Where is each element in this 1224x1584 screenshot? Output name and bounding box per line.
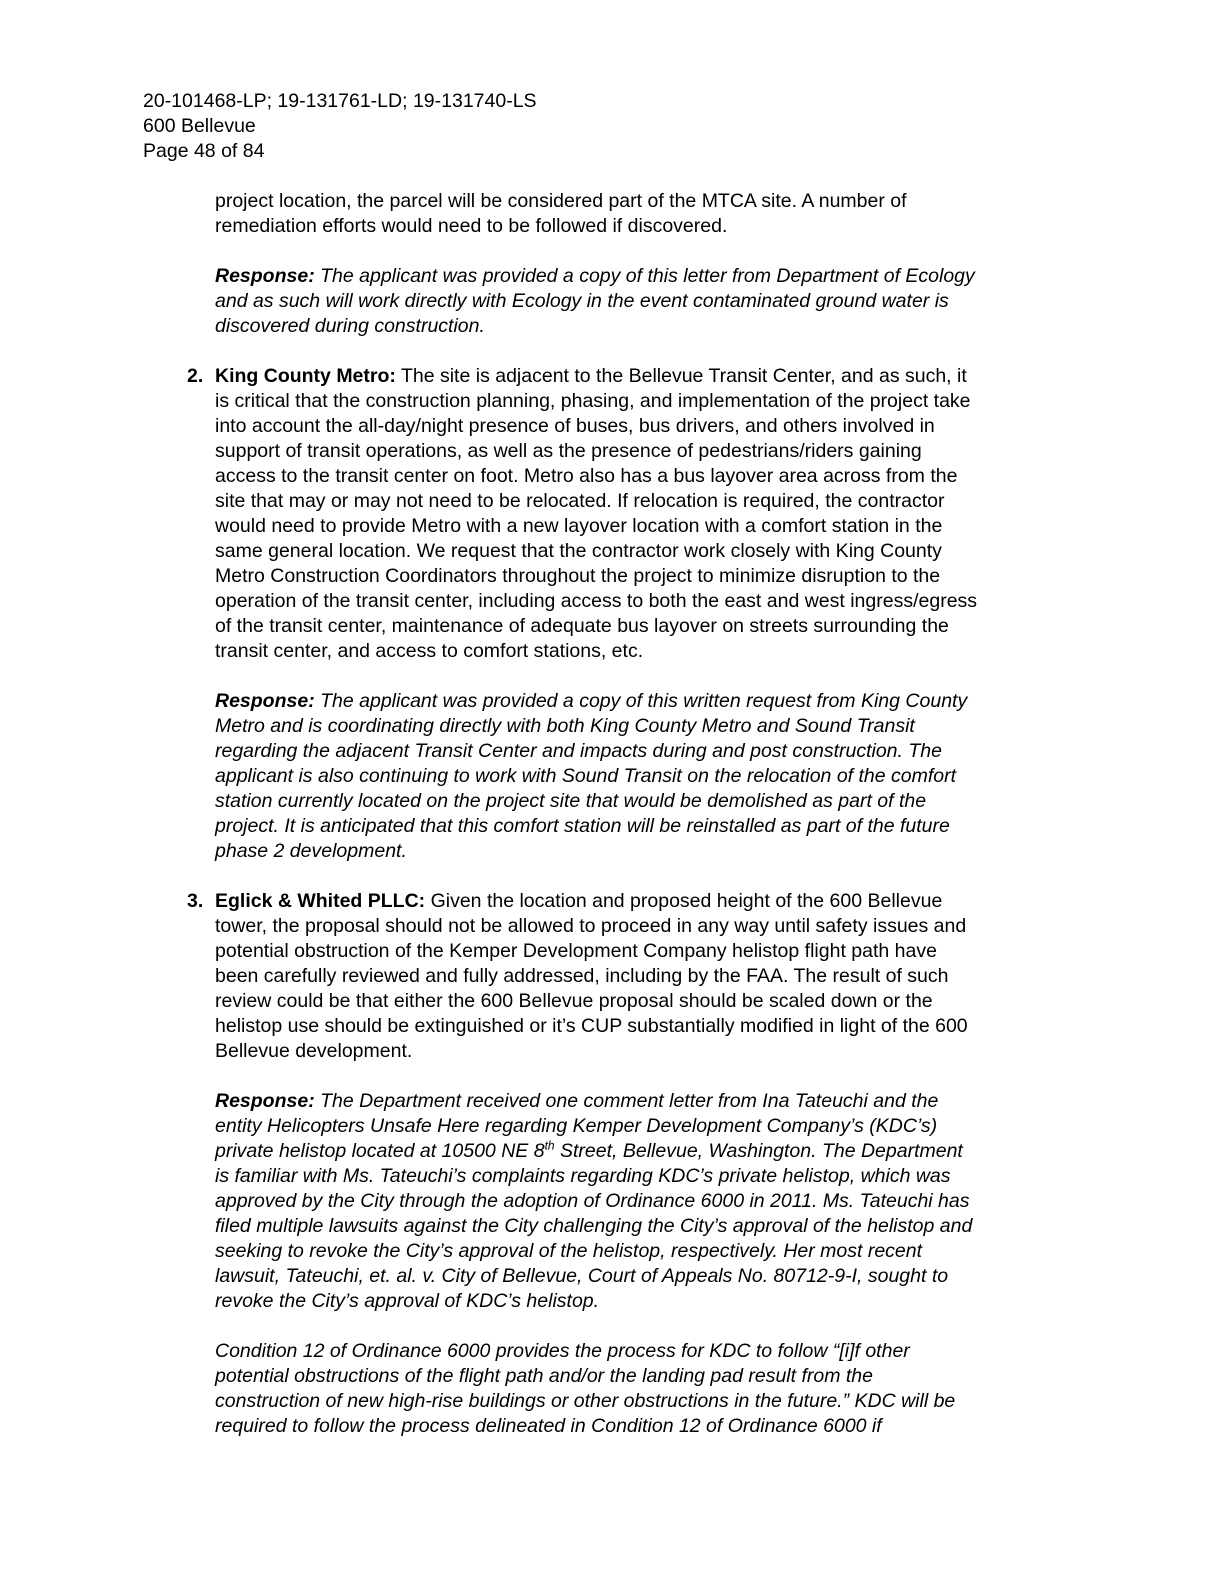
response-text: The applicant was provided a copy of this written request from King County Metro and is coordinating directly with both King County Metro and Sound Transit regarding the adjacent Transit Center and impacts during and post construction. The applicant is also continuing to work with Sound Transit on the relocation of the comfort station currently located on the project site that would be demolished as part of the project. It is anticipated that this comfort station will be reinstalled as part of the future phase 2 development.	[215, 690, 968, 862]
page-number: Page 48 of 84	[143, 140, 265, 162]
comment-text: The site is adjacent to the Bellevue Transit Center, and as such, it is critical that the construction planning, phasing, and implementation of the project take into account the all-day/night presence of buses, bus drivers, and others involved in support of transit operations, as well as the presence of pedestrians/riders gaining access to the transit center on foot. Metro also has a bus layover area across from the site that may or may not need to be relocated. If relocation is required, the contractor would need to provide Metro with a new layover location with a comfort station in the same general location. We request that the contractor work closely with King County Metro Construction Coordinators throughout the project to minimize disruption to the operation of the transit center, including access to both the east and west ingress/egress of the transit center, maintenance of adequate bus layover on streets surrounding the transit center, and access to comfort stations, etc.	[215, 365, 978, 662]
page-header	[143, 89, 843, 164]
response-king-county-metro	[215, 689, 1085, 864]
comment-text: Given the location and proposed height of the 600 Bellevue tower, the proposal should not be allowed to proceed in any way until safety issues and potential obstruction of the Kemper Development Company helistop flight path have been carefully reviewed and fully addressed, including by the FAA. The result of such review could be that either the 600 Bellevue proposal should be scaled down or the helistop use should be extinguished or it’s CUP substantially modified in light of the 600 Bellevue development.	[215, 890, 968, 1062]
response-label: Response:	[215, 1090, 315, 1112]
response-text-part-b: Street, Bellevue, Washington. The Department is familiar with Ms. Tateuchi’s complaints regarding KDC’s private helistop, which was approved by the City through the adoption of Ordinance 6000 in 2011. Ms. Tateuchi has filed multiple lawsuits against the City challenging the City’s approval of the helistop and seeking to revoke the City’s approval of the helistop, respectively. Her most recent lawsuit, Tateuchi, et. al. v. City of Bellevue, Court of Appeals No. 80712-9-I, sought to revoke the City’s approval of KDC’s helistop.	[215, 1140, 973, 1312]
commenter-name: Eglick & Whited PLLC:	[215, 890, 426, 912]
response-ecology	[215, 264, 1085, 339]
response-label: Response:	[215, 265, 315, 287]
document-body	[187, 189, 1085, 1464]
comment-king-county-metro	[187, 364, 1085, 664]
case-numbers: 20-101468-LP; 19-131761-LD; 19-131740-LS	[143, 90, 537, 112]
project-name: 600 Bellevue	[143, 115, 256, 137]
response-eglick-whited	[215, 1089, 1085, 1314]
ordinal-superscript: th	[544, 1138, 555, 1153]
continuation-paragraph: project location, the parcel will be considered part of the MTCA site. A number of remediation efforts would need to be followed if discovered.	[215, 190, 907, 237]
response-text-part-a: The Department received one comment letter from Ina Tateuchi and the entity Helicopters Unsafe Here regarding Kemper Development Company’s (KDC’s) private helistop located at 10500 NE 8	[215, 1090, 939, 1162]
commenter-name: King County Metro:	[215, 365, 396, 387]
item-number: 2.	[187, 365, 204, 387]
item-number: 3.	[187, 890, 204, 912]
comment-eglick-whited	[187, 889, 1085, 1064]
response-label: Response:	[215, 690, 315, 712]
condition-12-paragraph: Condition 12 of Ordinance 6000 provides the process for KDC to follow “[i]f other potential obstructions of the flight path and/or the landing pad result from the construction of new high-rise buildings or other obstructions in the future.” KDC will be required to follow the process delineated in Condition 12 of Ordinance 6000 if	[215, 1340, 956, 1437]
response-text: The applicant was provided a copy of this letter from Department of Ecology and as such will work directly with Ecology in the event contaminated ground water is discovered during construction.	[215, 265, 975, 337]
